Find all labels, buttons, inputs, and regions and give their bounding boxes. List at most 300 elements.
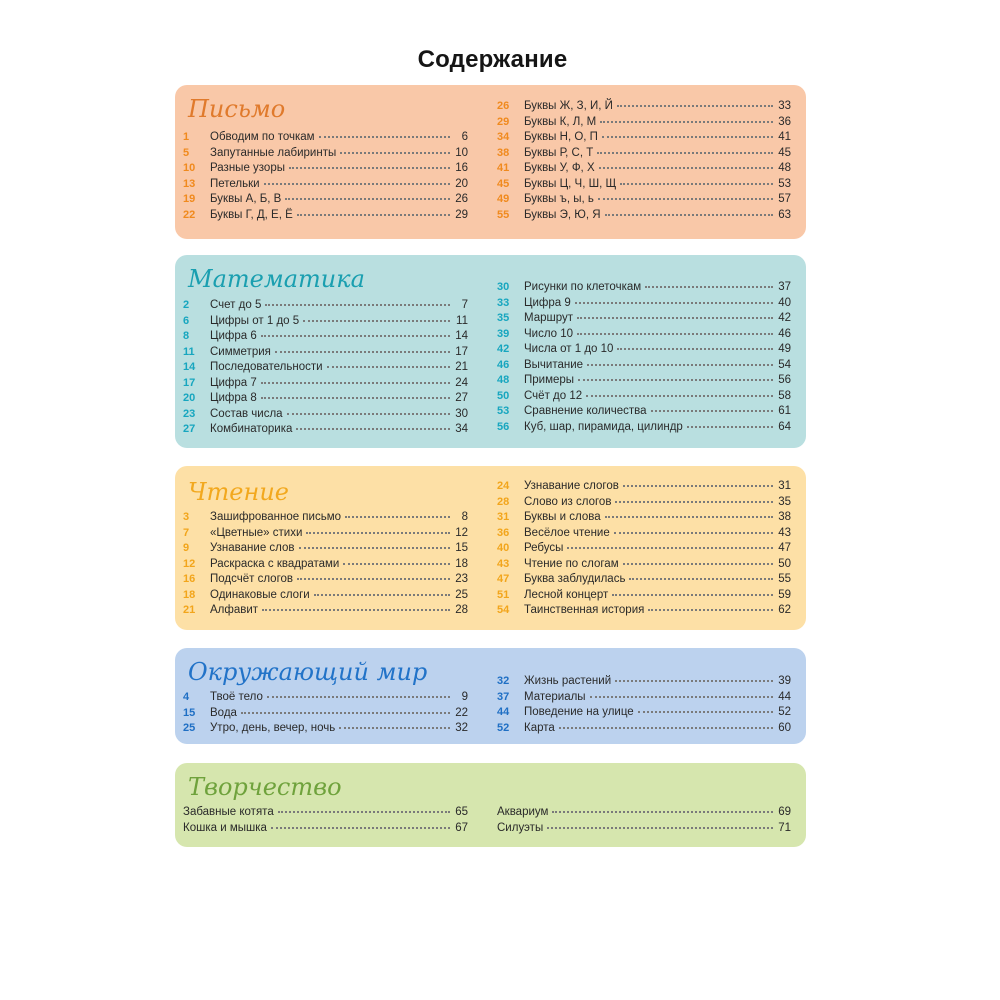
entry-label: Таинственная история: [524, 604, 645, 616]
entry-page: 65: [455, 806, 468, 818]
entry-label: Весёлое чтение: [524, 526, 610, 539]
dot-leader: [623, 563, 773, 565]
entry-page: 59: [778, 588, 791, 601]
entry-number: 46: [497, 358, 510, 371]
toc-entry: [183, 376, 468, 392]
section-right-column: [497, 99, 791, 223]
entry-page: 32: [455, 722, 468, 734]
dot-leader: [271, 827, 450, 829]
toc-entry: [183, 329, 468, 345]
entry-number: 6: [183, 314, 190, 327]
entry-number: 10: [183, 162, 196, 174]
toc-entry: [183, 821, 468, 837]
entry-label: Цифры от 1 до 5: [210, 314, 300, 327]
dot-leader: [343, 563, 450, 565]
toc-entry: [497, 146, 791, 162]
dot-leader: [327, 366, 450, 368]
entry-label: Последовательности: [210, 361, 323, 373]
entry-number: 49: [497, 193, 510, 205]
entry-label: Забавные котята: [183, 806, 274, 818]
entry-number: 53: [497, 405, 510, 417]
entry-page: 26: [455, 193, 468, 205]
toc-entry: [183, 130, 468, 146]
entry-page: 41: [778, 131, 791, 143]
section-mir: [175, 648, 806, 744]
entry-number: 14: [183, 361, 196, 373]
dot-leader: [605, 214, 773, 216]
entry-label: Куб, шар, пирамида, цилиндр: [524, 420, 683, 433]
entry-label: Буквы Ж, З, И, Й: [524, 100, 613, 112]
entry-label: Цифра 7: [210, 376, 257, 389]
toc-entry: [497, 192, 791, 208]
entry-page: 64: [778, 420, 791, 433]
entry-label: Лесной концерт: [524, 588, 609, 601]
entry-label: Счет до 5: [210, 299, 262, 311]
entry-number: 41: [497, 162, 510, 174]
dot-leader: [651, 410, 773, 412]
entry-page: 37: [778, 281, 791, 293]
entry-number: 21: [183, 604, 196, 616]
entry-label: Утро, день, вечер, ночь: [210, 722, 336, 734]
entry-page: 47: [778, 542, 791, 554]
section-left-column: [183, 690, 468, 737]
section-right-column: [497, 674, 791, 736]
entry-label: Число 10: [524, 327, 574, 340]
entry-number: 13: [183, 177, 196, 190]
toc-entry: [497, 280, 791, 296]
entry-number: 2: [183, 299, 190, 311]
dot-leader: [614, 532, 773, 534]
dot-leader: [638, 711, 773, 713]
entry-number: 19: [183, 193, 196, 205]
toc-entry: [183, 805, 468, 821]
entry-page: 14: [455, 330, 468, 342]
entry-page: 6: [461, 131, 468, 143]
toc-entry: [183, 588, 468, 604]
entry-number: 3: [183, 511, 190, 523]
entry-page: 69: [778, 806, 791, 818]
entry-page: 36: [778, 115, 791, 128]
toc-entry: [497, 208, 791, 224]
dot-leader: [587, 364, 773, 366]
entry-number: 38: [497, 146, 510, 159]
dot-leader: [264, 183, 450, 185]
toc-entry: [497, 358, 791, 374]
entry-number: 30: [497, 281, 510, 293]
toc-entry: [497, 495, 791, 511]
entry-label: Примеры: [524, 374, 575, 386]
entry-page: 8: [461, 511, 468, 523]
entry-label: Петельки: [210, 177, 260, 190]
toc-entry: [497, 296, 791, 312]
toc-entry: [497, 557, 791, 573]
toc-entry: [497, 420, 791, 436]
page-title: Содержание: [417, 46, 568, 73]
entry-page: 42: [778, 312, 791, 324]
section-left-column: [183, 510, 468, 619]
entry-number: 7: [183, 526, 190, 539]
entry-number: 5: [183, 146, 190, 159]
dot-leader: [600, 121, 773, 123]
toc-entry: [183, 721, 468, 737]
entry-number: 9: [183, 542, 190, 554]
dot-leader: [297, 214, 450, 216]
entry-page: 71: [778, 821, 791, 834]
toc-entry: [497, 721, 791, 737]
entry-page: 48: [778, 162, 791, 174]
entry-number: 24: [497, 480, 510, 492]
entry-label: Карта: [524, 721, 555, 734]
entry-page: 12: [455, 526, 468, 539]
entry-number: 27: [183, 423, 196, 435]
entry-label: Алфавит: [210, 604, 259, 616]
dot-leader: [299, 547, 450, 549]
dot-leader: [345, 516, 450, 518]
entry-label: Вода: [210, 706, 237, 719]
entry-number: 50: [497, 389, 510, 402]
entry-label: Буквы и слова: [524, 511, 601, 523]
entry-page: 58: [778, 389, 791, 402]
entry-page: 28: [455, 604, 468, 616]
entry-number: 43: [497, 557, 510, 570]
entry-label: Чтение по слогам: [524, 557, 619, 570]
dot-leader: [297, 578, 450, 580]
entry-number: 16: [183, 573, 196, 585]
section-title: Письмо: [188, 95, 286, 123]
toc-entry: [183, 298, 468, 314]
toc-entry: [497, 690, 791, 706]
entry-label: Раскраска с квадратами: [210, 557, 340, 570]
entry-label: Буквы У, Ф, Х: [524, 162, 595, 174]
entry-page: 11: [456, 314, 468, 327]
entry-label: Вычитание: [524, 358, 584, 371]
entry-label: Узнавание слогов: [524, 480, 619, 492]
section-right-column: [497, 280, 791, 435]
dot-leader: [586, 395, 773, 397]
entry-label: Слово из слогов: [524, 495, 612, 508]
toc-entry: [497, 99, 791, 115]
dot-leader: [617, 105, 773, 107]
entry-label: Числа от 1 до 10: [524, 343, 614, 355]
entry-label: Подсчёт слогов: [210, 573, 294, 585]
dot-leader: [289, 167, 450, 169]
dot-leader: [296, 428, 450, 430]
entry-number: 52: [497, 721, 510, 734]
entry-label: Твоё тело: [210, 691, 263, 703]
entry-page: 16: [455, 162, 468, 174]
toc-entry: [497, 805, 791, 821]
toc-entry: [497, 588, 791, 604]
toc-entry: [497, 161, 791, 177]
dot-leader: [314, 594, 450, 596]
entry-label: Буквы Р, С, Т: [524, 146, 594, 159]
entry-page: 44: [778, 690, 791, 703]
dot-leader: [265, 304, 450, 306]
toc-entry: [183, 557, 468, 573]
dot-leader: [340, 152, 450, 154]
entry-page: 38: [778, 511, 791, 523]
entry-label: Состав числа: [210, 407, 283, 420]
dot-leader: [629, 578, 773, 580]
toc-entry: [183, 407, 468, 423]
section-left-column: [183, 805, 468, 836]
section-left-column: [183, 298, 468, 438]
toc-entry: [183, 208, 468, 224]
entry-page: 22: [455, 706, 468, 719]
toc-entry: [183, 541, 468, 557]
entry-label: Буквы Ц, Ч, Ш, Щ: [524, 177, 617, 190]
entry-page: 39: [778, 675, 791, 687]
entry-number: 44: [497, 706, 510, 718]
entry-label: Буквы Н, О, П: [524, 131, 598, 143]
entry-page: 10: [455, 146, 468, 159]
toc-entry: [497, 311, 791, 327]
entry-page: 57: [778, 193, 791, 205]
dot-leader: [261, 397, 450, 399]
entry-number: 54: [497, 604, 510, 616]
entry-number: 42: [497, 343, 510, 355]
toc-entry: [183, 146, 468, 162]
dot-leader: [241, 712, 450, 714]
entry-label: Цифра 9: [524, 296, 571, 309]
entry-label: Цифра 6: [210, 330, 257, 342]
dot-leader: [547, 827, 773, 829]
section-matematika: [175, 255, 806, 448]
entry-label: Аквариум: [497, 806, 549, 818]
entry-label: Буквы Г, Д, Е, Ё: [210, 208, 293, 221]
entry-page: 17: [455, 345, 468, 358]
entry-page: 33: [778, 100, 791, 112]
entry-page: 62: [778, 604, 791, 616]
section-left-column: [183, 130, 468, 223]
section-tvorchestvo: [175, 763, 806, 847]
toc-entry: [183, 360, 468, 376]
entry-page: 61: [778, 405, 791, 417]
entry-label: Буква заблудилась: [524, 573, 626, 585]
toc-entry: [183, 314, 468, 330]
toc-entry: [497, 572, 791, 588]
toc-entry: [183, 422, 468, 438]
entry-number: 35: [497, 312, 510, 324]
dot-leader: [287, 413, 450, 415]
entry-page: 49: [778, 343, 791, 355]
entry-number: 17: [183, 376, 196, 389]
dot-leader: [598, 198, 773, 200]
entry-page: 34: [455, 423, 468, 435]
entry-label: Ребусы: [524, 542, 564, 554]
toc-entry: [497, 389, 791, 405]
dot-leader: [567, 547, 773, 549]
entry-page: 35: [778, 495, 791, 508]
entry-number: 51: [497, 588, 510, 601]
entry-number: 28: [497, 495, 510, 508]
dot-leader: [278, 811, 450, 813]
section-title: Чтение: [188, 478, 289, 506]
entry-page: 56: [778, 374, 791, 386]
entry-page: 15: [455, 542, 468, 554]
section-chtenie: [175, 466, 806, 630]
entry-label: Буквы К, Л, М: [524, 115, 597, 128]
entry-page: 29: [455, 208, 468, 221]
entry-page: 20: [455, 177, 468, 190]
entry-page: 45: [778, 146, 791, 159]
dot-leader: [623, 485, 773, 487]
dot-leader: [261, 335, 450, 337]
toc-entry: [497, 342, 791, 358]
entry-label: Разные узоры: [210, 162, 285, 174]
toc-entry: [183, 572, 468, 588]
entry-number: 12: [183, 557, 196, 570]
dot-leader: [261, 382, 450, 384]
toc-entry: [497, 821, 791, 837]
entry-label: Буквы Э, Ю, Я: [524, 208, 601, 221]
toc-entry: [497, 327, 791, 343]
toc-entry: [183, 345, 468, 361]
toc-entry: [183, 603, 468, 619]
entry-label: Буквы А, Б, В: [210, 193, 282, 205]
toc-entry: [497, 674, 791, 690]
dot-leader: [590, 696, 773, 698]
entry-page: 21: [455, 361, 468, 373]
entry-number: 36: [497, 526, 510, 539]
entry-label: Узнавание слов: [210, 542, 295, 554]
dot-leader: [645, 286, 773, 288]
dot-leader: [306, 532, 450, 534]
entry-number: 18: [183, 588, 196, 601]
entry-number: 26: [497, 100, 510, 112]
entry-page: 50: [778, 557, 791, 570]
toc-entry: [497, 510, 791, 526]
entry-label: Рисунки по клеточкам: [524, 281, 642, 293]
entry-number: 25: [183, 722, 196, 734]
section-pismo: [175, 85, 806, 239]
toc-entry: [183, 192, 468, 208]
toc-entry: [497, 404, 791, 420]
entry-page: 55: [778, 573, 791, 585]
toc-entry: [497, 115, 791, 131]
toc-entry: [497, 603, 791, 619]
entry-label: Симметрия: [210, 345, 271, 358]
entry-label: Поведение на улице: [524, 706, 634, 718]
entry-page: 31: [778, 480, 791, 492]
toc-entry: [497, 479, 791, 495]
entry-page: 7: [461, 299, 468, 311]
dot-leader: [577, 333, 773, 335]
entry-number: 55: [497, 208, 510, 221]
entry-label: Счёт до 12: [524, 389, 583, 402]
entry-label: Кошка и мышка: [183, 821, 267, 834]
dot-leader: [267, 696, 450, 698]
entry-page: 53: [778, 177, 791, 190]
entry-page: 40: [778, 296, 791, 309]
toc-entry: [183, 510, 468, 526]
toc-entry: [497, 541, 791, 557]
dot-leader: [605, 516, 773, 518]
toc-entry: [497, 526, 791, 542]
dot-leader: [575, 302, 773, 304]
entry-number: 8: [183, 330, 190, 342]
entry-label: Одинаковые слоги: [210, 588, 310, 601]
entry-number: 15: [183, 706, 196, 719]
dot-leader: [597, 152, 773, 154]
dot-leader: [612, 594, 773, 596]
entry-page: 18: [455, 557, 468, 570]
section-right-column: [497, 805, 791, 836]
dot-leader: [319, 136, 450, 138]
entry-page: 54: [778, 358, 791, 371]
entry-page: 60: [778, 721, 791, 734]
toc-entry: [183, 391, 468, 407]
entry-number: 40: [497, 542, 510, 554]
section-title: Окружающий мир: [188, 658, 428, 686]
entry-number: 20: [183, 392, 196, 404]
entry-number: 39: [497, 327, 510, 340]
entry-label: Материалы: [524, 690, 586, 703]
dot-leader: [648, 609, 773, 611]
section-title: Математика: [188, 265, 365, 293]
entry-label: Силуэты: [497, 821, 544, 834]
entry-label: Зашифрованное письмо: [210, 511, 342, 523]
entry-number: 32: [497, 675, 510, 687]
dot-leader: [617, 348, 773, 350]
entry-number: 4: [183, 691, 190, 703]
entry-number: 22: [183, 208, 196, 221]
toc-entry: [183, 177, 468, 193]
entry-label: Маршрут: [524, 312, 574, 324]
dot-leader: [552, 811, 773, 813]
entry-label: Комбинаторика: [210, 423, 293, 435]
toc-entry: [497, 705, 791, 721]
entry-label: Сравнение количества: [524, 405, 647, 417]
dot-leader: [687, 426, 773, 428]
entry-number: 48: [497, 374, 510, 386]
dot-leader: [577, 317, 773, 319]
entry-number: 11: [183, 345, 195, 358]
entry-label: Обводим по точкам: [210, 131, 315, 143]
toc-entry: [183, 161, 468, 177]
dot-leader: [285, 198, 450, 200]
section-right-column: [497, 479, 791, 619]
toc-entry: [183, 690, 468, 706]
entry-number: 34: [497, 131, 510, 143]
entry-number: 29: [497, 115, 510, 128]
entry-number: 33: [497, 296, 510, 309]
toc-entry: [183, 706, 468, 722]
entry-number: 37: [497, 690, 510, 703]
dot-leader: [559, 727, 773, 729]
dot-leader: [620, 183, 773, 185]
entry-number: 45: [497, 177, 510, 190]
entry-page: 27: [455, 392, 468, 404]
dot-leader: [615, 680, 773, 682]
entry-number: 31: [497, 511, 510, 523]
entry-page: 25: [455, 588, 468, 601]
toc-entry: [183, 526, 468, 542]
entry-page: 67: [455, 821, 468, 834]
dot-leader: [615, 501, 773, 503]
toc-entry: [497, 373, 791, 389]
dot-leader: [578, 379, 773, 381]
entry-number: 56: [497, 420, 510, 433]
entry-label: Жизнь растений: [524, 675, 612, 687]
entry-page: 24: [455, 376, 468, 389]
dot-leader: [599, 167, 773, 169]
entry-label: Цифра 8: [210, 392, 257, 404]
dot-leader: [339, 727, 450, 729]
section-title: Творчество: [188, 773, 342, 801]
entry-page: 9: [461, 691, 468, 703]
entry-page: 63: [778, 208, 791, 221]
